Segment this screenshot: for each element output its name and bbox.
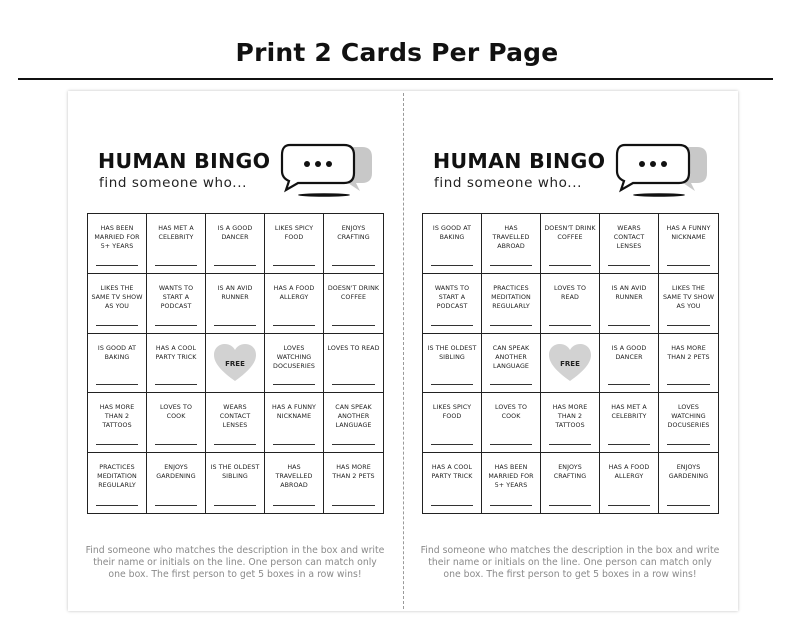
answer-line[interactable] [214, 325, 256, 326]
answer-line[interactable] [490, 265, 532, 266]
card-title: HUMAN BINGO [98, 149, 271, 173]
cell-prompt: IS THE OLDEST SIBLING [427, 344, 477, 361]
answer-line[interactable] [608, 505, 650, 506]
bingo-cell[interactable] [659, 334, 718, 394]
answer-line[interactable] [332, 505, 375, 506]
cell-prompt: WEARS CONTACT LENSES [613, 225, 645, 250]
answer-line[interactable] [431, 384, 473, 385]
answer-line[interactable] [96, 505, 138, 506]
answer-line[interactable] [667, 444, 710, 445]
free-space[interactable] [206, 334, 265, 394]
bingo-cell[interactable] [265, 393, 324, 453]
answer-line[interactable] [214, 265, 256, 266]
answer-line[interactable] [155, 325, 197, 326]
answer-line[interactable] [490, 505, 532, 506]
answer-line[interactable] [549, 505, 591, 506]
bingo-cell[interactable] [482, 393, 541, 453]
bingo-cell[interactable] [265, 214, 324, 274]
bingo-cell[interactable] [265, 453, 324, 513]
bingo-cell[interactable] [600, 214, 659, 274]
cell-prompt: IS A GOOD DANCER [217, 225, 253, 241]
bingo-cell[interactable] [324, 453, 383, 513]
instructions-text: Find someone who matches the description in the box and write their name or initials on the line. One person can match only one box. The first person to get 5 boxes in a row wins! [85, 545, 385, 580]
free-label: FREE [560, 359, 580, 368]
bingo-cell[interactable] [659, 453, 718, 513]
bingo-cell[interactable] [88, 274, 147, 334]
cell-prompt: HAS BEEN MARRIED FOR 5+ YEARS [488, 464, 534, 490]
cell-prompt: WANTS TO START A PODCAST [158, 284, 194, 310]
answer-line[interactable] [273, 384, 315, 385]
answer-line[interactable] [608, 265, 650, 266]
bingo-cell[interactable] [482, 334, 541, 394]
cell-prompt: CAN SPEAK ANOTHER LANGUAGE [492, 344, 530, 370]
chat-bubble-icon [613, 143, 708, 198]
answer-line[interactable] [155, 384, 197, 385]
bingo-cell[interactable] [88, 453, 147, 513]
cell-prompt: LIKES SPICY FOOD [274, 225, 314, 241]
bingo-cell[interactable] [88, 393, 147, 453]
cell-prompt: PRACTICES MEDITATION REGULARLY [491, 284, 531, 310]
bingo-cell[interactable] [541, 393, 600, 453]
card-subtitle: find someone who... [434, 175, 582, 191]
bingo-cell[interactable] [147, 453, 206, 513]
title-divider [18, 78, 773, 80]
answer-line[interactable] [667, 384, 710, 385]
bingo-card-left [68, 91, 403, 611]
bingo-cell[interactable] [600, 334, 659, 394]
answer-line[interactable] [608, 384, 650, 385]
cell-prompt: HAS A FOOD ALLERGY [608, 464, 650, 481]
cell-prompt: HAS A COOL PARTY TRICK [155, 344, 197, 361]
bingo-cell[interactable] [423, 453, 482, 513]
cell-prompt: LOVES TO COOK [494, 404, 528, 421]
card-title: HUMAN BINGO [433, 149, 606, 173]
bingo-cell[interactable] [324, 274, 383, 334]
answer-line[interactable] [667, 265, 710, 266]
free-space[interactable] [541, 334, 600, 394]
bingo-cell[interactable] [147, 393, 206, 453]
cell-prompt: IS THE OLDEST SIBLING [210, 464, 260, 481]
cell-prompt: WANTS TO START A PODCAST [434, 284, 470, 310]
answer-line[interactable] [96, 325, 138, 326]
bingo-cell[interactable] [147, 274, 206, 334]
answer-line[interactable] [667, 505, 710, 506]
cell-prompt: IS GOOD AT BAKING [97, 344, 137, 361]
cell-prompt: LOVES WATCHING DOCUSERIES [667, 404, 710, 430]
cell-prompt: IS A GOOD DANCER [611, 344, 647, 361]
instructions-text: Find someone who matches the description in the box and write their name or initials on the line. One person can match only one box. The first person to get 5 boxes in a row wins! [420, 545, 720, 580]
cell-prompt: DOESN'T DRINK COFFEE [544, 225, 596, 241]
bingo-cell[interactable] [324, 334, 383, 394]
answer-line[interactable] [332, 384, 375, 385]
bingo-cell[interactable] [206, 214, 265, 274]
cell-prompt: HAS A FUNNY NICKNAME [272, 404, 316, 421]
bingo-cell[interactable] [423, 214, 482, 274]
answer-line[interactable] [96, 265, 138, 266]
bingo-cell[interactable] [659, 274, 718, 334]
answer-line[interactable] [214, 444, 256, 445]
bingo-cell[interactable] [324, 214, 383, 274]
cell-prompt: LOVES TO READ [327, 344, 380, 352]
free-label: FREE [225, 359, 245, 368]
cell-prompt: IS AN AVID RUNNER [217, 284, 253, 301]
bingo-cell[interactable] [265, 274, 324, 334]
answer-line[interactable] [96, 384, 138, 385]
answer-line[interactable] [431, 444, 473, 445]
answer-line[interactable] [332, 444, 375, 445]
answer-line[interactable] [273, 444, 315, 445]
cell-prompt: LOVES WATCHING DOCUSERIES [273, 344, 315, 370]
answer-line[interactable] [431, 325, 473, 326]
answer-line[interactable] [549, 325, 591, 326]
bingo-cell[interactable] [88, 334, 147, 394]
cell-prompt: LOVES TO COOK [159, 404, 193, 421]
cell-prompt: LIKES SPICY FOOD [432, 404, 472, 421]
cell-prompt: HAS A FUNNY NICKNAME [666, 225, 711, 241]
bingo-cell[interactable] [324, 393, 383, 453]
card-subtitle: find someone who... [99, 175, 247, 191]
bingo-cell[interactable] [88, 214, 147, 274]
answer-line[interactable] [431, 265, 473, 266]
cell-prompt: HAS A FOOD ALLERGY [273, 284, 315, 301]
page-title: Print 2 Cards Per Page [235, 38, 559, 67]
cell-prompt: LOVES TO READ [553, 284, 587, 301]
answer-line[interactable] [608, 325, 650, 326]
bingo-cell[interactable] [265, 334, 324, 394]
bingo-cell[interactable] [482, 214, 541, 274]
bingo-cell[interactable] [600, 393, 659, 453]
bingo-cell[interactable] [206, 274, 265, 334]
answer-line[interactable] [273, 265, 315, 266]
bingo-grid [422, 213, 719, 514]
bingo-cell[interactable] [147, 334, 206, 394]
cell-prompt: CAN SPEAK ANOTHER LANGUAGE [335, 404, 372, 430]
answer-line[interactable] [155, 505, 197, 506]
bingo-cell[interactable] [659, 214, 718, 274]
answer-line[interactable] [431, 505, 473, 506]
answer-line[interactable] [273, 325, 315, 326]
answer-line[interactable] [549, 265, 591, 266]
cell-prompt: HAS TRAVELLED ABROAD [275, 464, 313, 490]
bingo-cell[interactable] [206, 453, 265, 513]
bingo-cell[interactable] [423, 274, 482, 334]
cell-prompt: HAS MET A CELEBRITY [611, 404, 647, 421]
bingo-cell[interactable] [423, 393, 482, 453]
cell-prompt: WEARS CONTACT LENSES [219, 404, 251, 430]
answer-line[interactable] [667, 325, 710, 326]
cell-prompt: ENJOYS CRAFTING [553, 464, 587, 481]
cell-prompt: HAS TRAVELLED ABROAD [492, 225, 530, 250]
answer-line[interactable] [155, 444, 197, 445]
answer-line[interactable] [155, 265, 197, 266]
answer-line[interactable] [332, 265, 375, 266]
answer-line[interactable] [490, 325, 532, 326]
cell-prompt: HAS MORE THAN 2 PETS [667, 344, 710, 361]
cell-prompt: ENJOYS GARDENING [156, 464, 196, 481]
bingo-cell[interactable] [423, 334, 482, 394]
cell-prompt: HAS MORE THAN 2 PETS [332, 464, 375, 481]
bingo-cell[interactable] [541, 214, 600, 274]
cell-prompt: ENJOYS GARDENING [668, 464, 709, 481]
bingo-cell[interactable] [482, 274, 541, 334]
cell-prompt: HAS BEEN MARRIED FOR 5+ YEARS [94, 225, 140, 250]
cell-prompt: IS GOOD AT BAKING [432, 225, 472, 241]
cell-prompt: HAS MET A CELEBRITY [158, 225, 194, 241]
bingo-cell[interactable] [600, 274, 659, 334]
bingo-cell[interactable] [147, 214, 206, 274]
cell-prompt: HAS MORE THAN 2 TATTOOS [99, 404, 135, 430]
cell-prompt: LIKES THE SAME TV SHOW AS YOU [91, 284, 143, 310]
answer-line[interactable] [214, 505, 256, 506]
cell-prompt: LIKES THE SAME TV SHOW AS YOU [662, 284, 715, 310]
answer-line[interactable] [490, 444, 532, 445]
bingo-cell[interactable] [659, 393, 718, 453]
answer-line[interactable] [96, 444, 138, 445]
chat-bubble-icon [278, 143, 373, 198]
answer-line[interactable] [549, 444, 591, 445]
bingo-cell[interactable] [541, 274, 600, 334]
cell-prompt: HAS A COOL PARTY TRICK [431, 464, 473, 481]
bingo-cell[interactable] [482, 453, 541, 513]
answer-line[interactable] [332, 325, 375, 326]
bingo-grid [87, 213, 384, 514]
bingo-cell[interactable] [600, 453, 659, 513]
answer-line[interactable] [490, 384, 532, 385]
cell-prompt: PRACTICES MEDITATION REGULARLY [97, 464, 137, 490]
answer-line[interactable] [608, 444, 650, 445]
printable-sheet [68, 91, 738, 611]
answer-line[interactable] [273, 505, 315, 506]
cell-prompt: DOESN'T DRINK COFFEE [327, 284, 380, 301]
cell-prompt: HAS MORE THAN 2 TATTOOS [552, 404, 588, 430]
cell-prompt: ENJOYS CRAFTING [337, 225, 370, 241]
cell-prompt: IS AN AVID RUNNER [611, 284, 647, 301]
bingo-cell[interactable] [206, 393, 265, 453]
bingo-card-right [403, 91, 738, 611]
bingo-cell[interactable] [541, 453, 600, 513]
